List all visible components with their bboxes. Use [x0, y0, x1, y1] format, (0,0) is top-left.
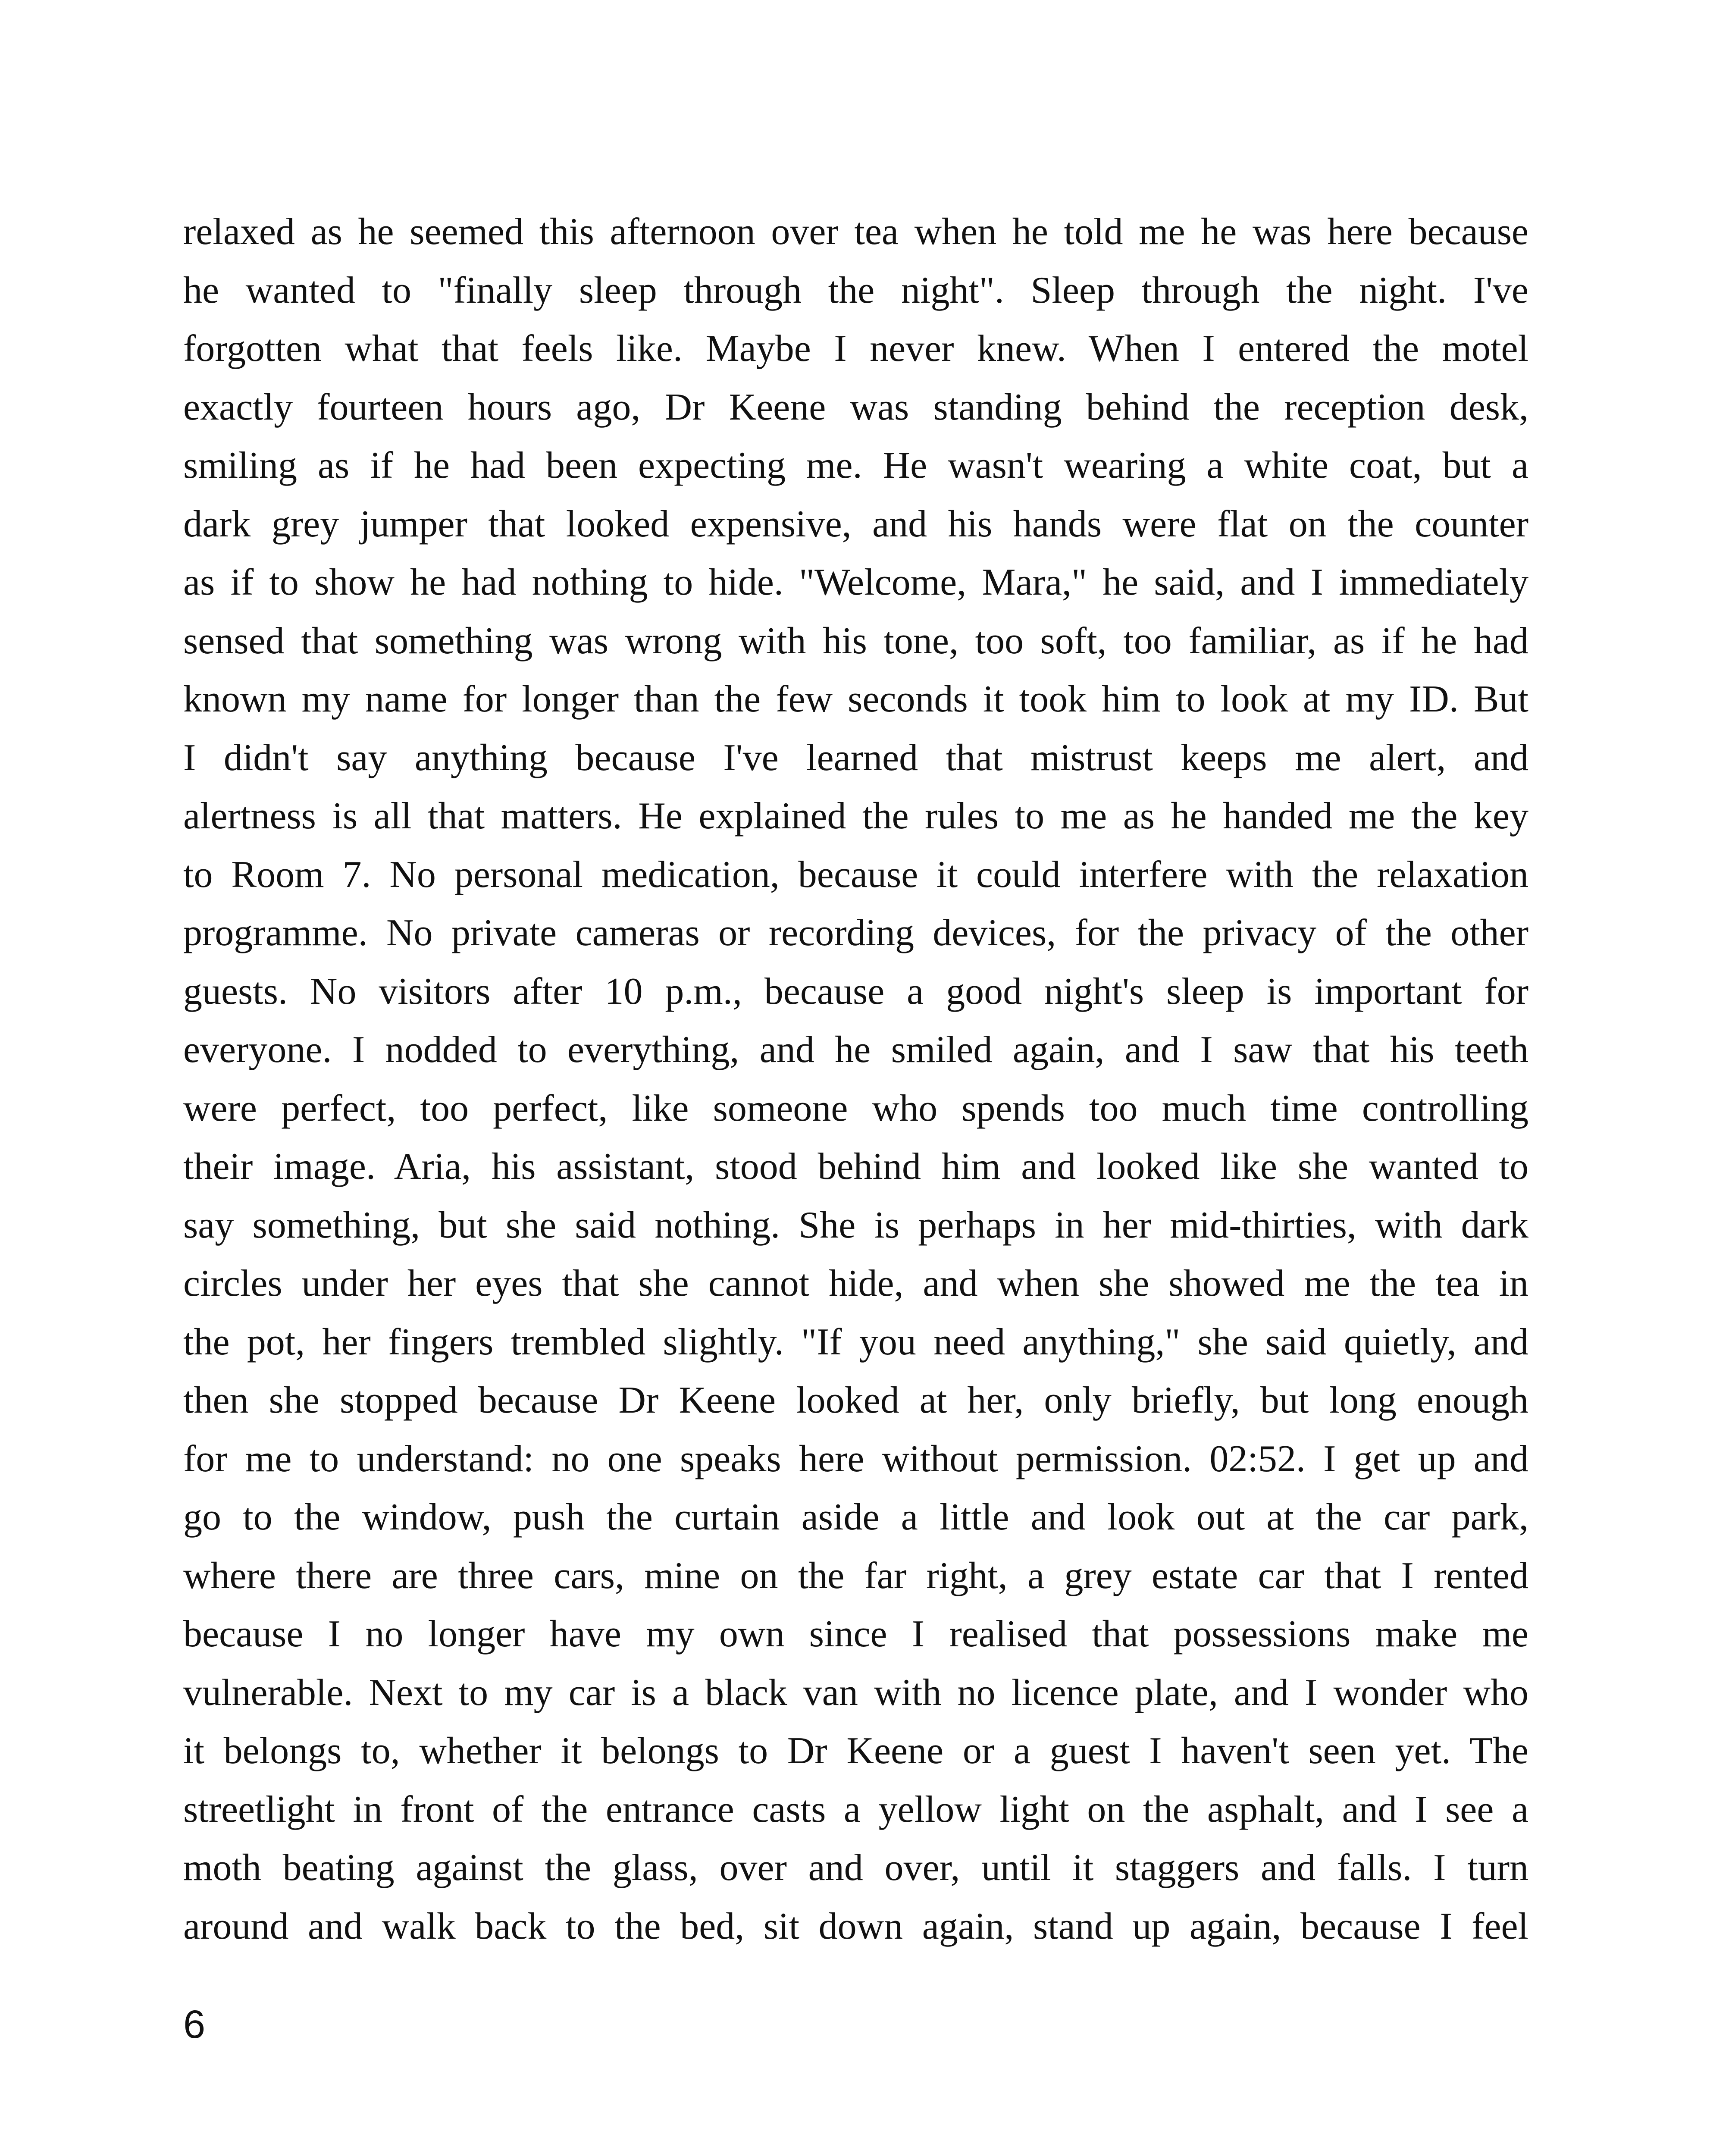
text-line: smiling as if he had been expecting me. He wasn't wearing a white coat, but a: [183, 445, 1528, 486]
text-line: their image. Aria, his assistant, stood behind him and looked like she wanted to: [183, 1146, 1528, 1188]
text-line: everyone. I nodded to everything, and he smiled again, and I saw that his teeth: [183, 1029, 1528, 1071]
text-line: relaxed as he seemed this afternoon over tea when he told me he was here because: [183, 211, 1528, 253]
text-line: guests. No visitors after 10 p.m., because a good night's sleep is important for: [183, 970, 1528, 1012]
text-line: say something, but she said nothing. She is perhaps in her mid-thirties, with dark: [183, 1204, 1528, 1246]
text-line: then she stopped because Dr Keene looked at her, only briefly, but long enough: [183, 1379, 1528, 1421]
text-line: streetlight in front of the entrance casts a yellow light on the asphalt, and I see a: [183, 1788, 1528, 1830]
text-line: sensed that something was wrong with his tone, too soft, too familiar, as if he had: [183, 620, 1528, 662]
text-line: around and walk back to the bed, sit down again, stand up again, because I feel: [183, 1905, 1528, 1947]
text-line: programme. No private cameras or recording devices, for the privacy of the other: [183, 912, 1528, 954]
text-line: circles under her eyes that she cannot hide, and when she showed me the tea in: [183, 1263, 1528, 1304]
text-line: he wanted to "finally sleep through the night". Sleep through the night. I've: [183, 269, 1528, 311]
text-line: for me to understand: no one speaks here without permission. 02:52. I get up and: [183, 1438, 1528, 1480]
page-number: 6: [183, 2002, 206, 2046]
text-line: vulnerable. Next to my car is a black van with no licence plate, and I wonder who: [183, 1671, 1528, 1714]
text-line: dark grey jumper that looked expensive, and his hands were flat on the counter: [183, 503, 1528, 545]
text-line: known my name for longer than the few seconds it took him to look at my ID. But: [183, 678, 1528, 720]
text-line: were perfect, too perfect, like someone who spends too much time controlling: [183, 1087, 1528, 1129]
text-line: as if to show he had nothing to hide. "Welcome, Mara," he said, and I immediately: [183, 561, 1528, 603]
text-line: it belongs to, whether it belongs to Dr Keene or a guest I haven't seen yet. The: [183, 1730, 1528, 1772]
text-line: alertness is all that matters. He explained the rules to me as he handed me the key: [183, 795, 1528, 837]
body-text: [183, 203, 1528, 1955]
text-line: to Room 7. No personal medication, because it could interfere with the relaxation: [183, 853, 1528, 896]
text-line: the pot, her fingers trembled slightly. "If you need anything," she said quietly, and: [183, 1321, 1528, 1363]
text-line: moth beating against the glass, over and over, until it staggers and falls. I turn: [183, 1847, 1528, 1889]
text-line: exactly fourteen hours ago, Dr Keene was standing behind the reception desk,: [183, 386, 1528, 428]
text-line: because I no longer have my own since I realised that possessions make me: [183, 1613, 1528, 1655]
text-line: I didn't say anything because I've learned that mistrust keeps me alert, and: [183, 736, 1528, 779]
text-line: where there are three cars, mine on the far right, a grey estate car that I rented: [183, 1554, 1528, 1597]
text-line: go to the window, push the curtain aside a little and look out at the car park,: [183, 1496, 1528, 1538]
text-line: forgotten what that feels like. Maybe I never knew. When I entered the motel: [183, 328, 1528, 370]
